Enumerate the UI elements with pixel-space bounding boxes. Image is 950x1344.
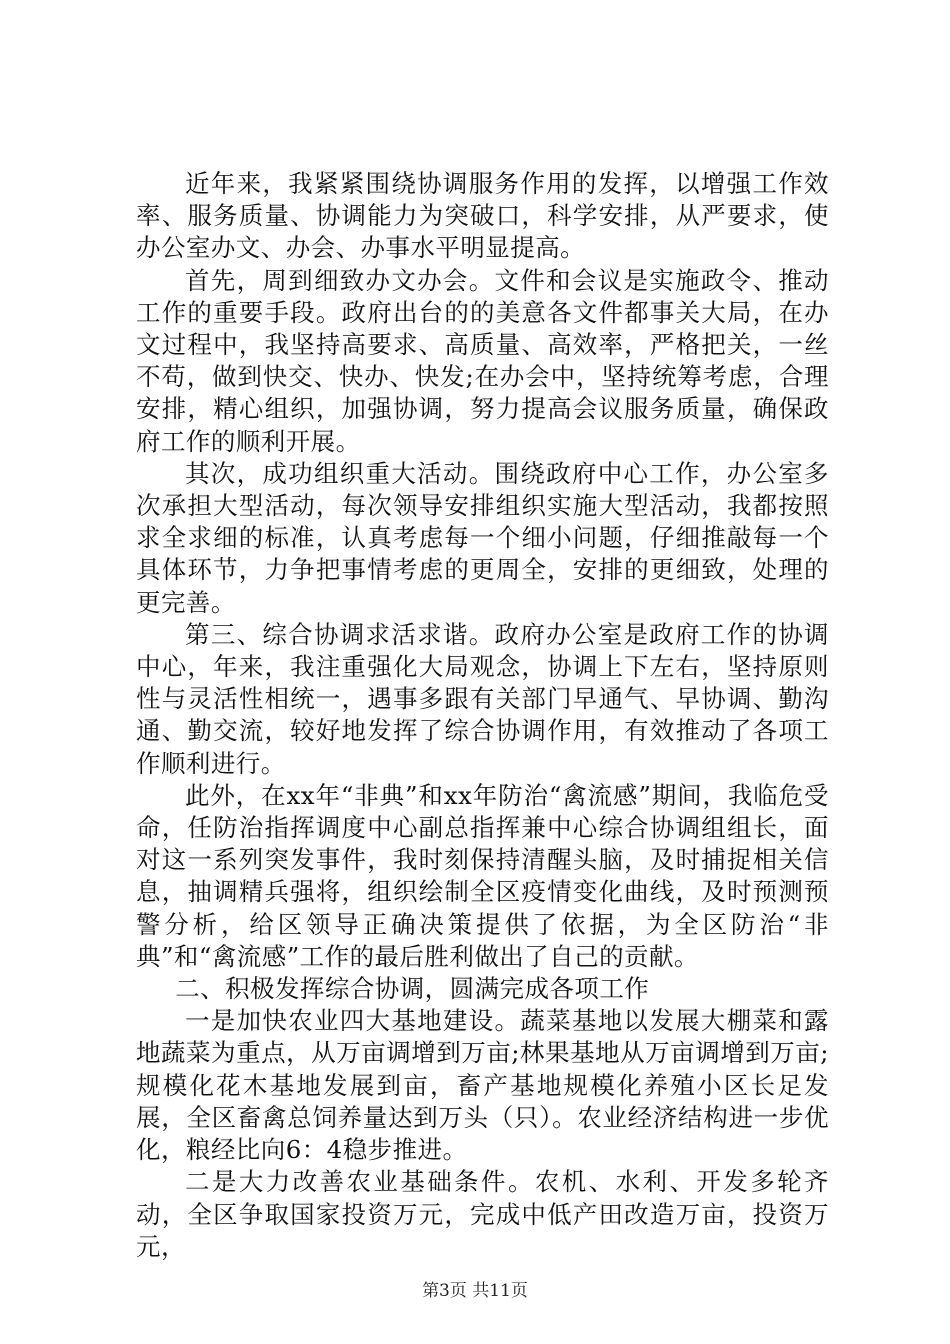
paragraph-agriculture-bases: 一是加快农业四大基地建设。蔬菜基地以发展大棚菜和露地蔬菜为重点，从万亩调增到万亩;林果基地从万亩调增到万亩;规模化花木基地发展到亩，畜产基地规模化养殖小区长足发展，全区畜禽总饲养量达到万头（只）。农业经济结构进一步优化，粮经比向6：4稳步推进。 [136, 1006, 829, 1165]
document-body [136, 168, 829, 1263]
paragraph-coordination: 第三、综合协调求活求谐。政府办公室是政府工作的协调中心，年来，我注重强化大局观念，协调上下左右，坚持原则性与灵活性相统一，遇事多跟有关部门早通气、早协调、勤沟通、勤交流，较好地发挥了综合协调作用，有效推动了各项工作顺利进行。 [136, 619, 829, 778]
paragraph-agriculture-infrastructure: 二是大力改善农业基础条件。农机、水利、开发多轮齐动，全区争取国家投资万元，完成中低产田改造万亩，投资万元， [136, 1167, 829, 1261]
paragraph-epidemic-response: 此外，在xx年“非典”和xx年防治“禽流感”期间，我临危受命，任防治指挥调度中心副总指挥兼中心综合协调组组长，面对这一系列突发事件，我时刻保持清醒头脑，及时捕捉相关信息，抽调精兵强将，组织绘制全区疫情变化曲线，及时预测预警分析，给区领导正确决策提供了依据，为全区防治“非典”和“禽流感”工作的最后胜利做出了自己的贡献。 [136, 780, 829, 971]
paragraph-intro: 近年来，我紧紧围绕协调服务作用的发挥，以增强工作效率、服务质量、协调能力为突破口，科学安排，从严要求，使办公室办文、办会、办事水平明显提高。 [136, 169, 829, 263]
page-number-footer: 第3页 共11页 [422, 1281, 528, 1301]
section-heading: 二、积极发挥综合协调，圆满完成各项工作 [175, 974, 650, 1004]
paragraph-document-meetings: 首先，周到细致办文办会。文件和会议是实施政令、推动工作的重要手段。政府出台的的美意各文件都事关大局，在办文过程中，我坚持高要求、高质量、高效率，严格把关，一丝不苟，做到快交、快办、快发;在办会中，坚持统筹考虑，合理安排，精心组织，加强协调，努力提高会议服务质量，确保政府工作的顺利开展。 [136, 265, 829, 456]
paragraph-major-events: 其次，成功组织重大活动。围绕政府中心工作，办公室多次承担大型活动，每次领导安排组织实施大型活动，我都按照求全求细的标准，认真考虑每一个细小问题，仔细推敲每一个具体环节，力争把事情考虑的更周全，安排的更细致，处理的更完善。 [136, 458, 829, 617]
